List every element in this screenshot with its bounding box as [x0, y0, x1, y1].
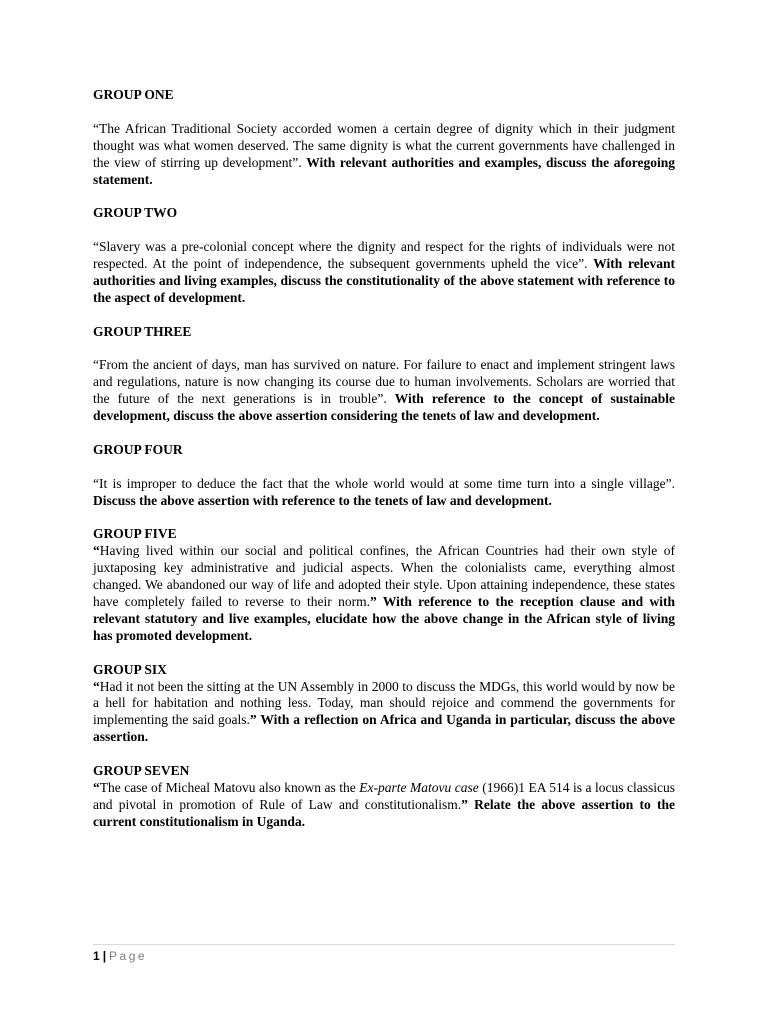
group-section — [93, 763, 675, 831]
page-number: 1 — [93, 949, 100, 963]
group-heading: GROUP THREE — [93, 323, 192, 339]
document-body — [93, 87, 675, 831]
prompt-instruction: With reference to the concept of sustainable development, discuss the above assertion considering the tenets of law and development. — [93, 391, 676, 424]
group-prompt — [93, 357, 675, 425]
footer-separator: | — [102, 949, 107, 963]
group-section — [93, 205, 675, 306]
opening-quote: “ — [93, 543, 100, 559]
prompt-text: “The African Traditional Society accorded women a certain degree of dignity which in their judgment thought was what women deserved. The same dignity is what the current governments have challenged in the view of stirring up development”. — [93, 120, 675, 170]
opening-quote: “ — [93, 780, 100, 795]
prompt-instruction: ” With a reflection on Africa and Uganda in particular, discuss the above assertion. — [93, 712, 675, 745]
prompt-text: “From the ancient of days, man has survived on nature. For failure to enact and implement stringent laws and regulations, nature is now changing its course due to human involvements. Scholars are worried that the future of the next generations is in trouble”. — [93, 357, 675, 407]
group-section — [93, 662, 675, 747]
group-section — [93, 87, 675, 188]
group-heading: GROUP TWO — [93, 205, 178, 221]
group-heading: GROUP ONE — [93, 87, 174, 102]
group-prompt — [93, 476, 675, 510]
prompt-text: Having lived within our social and political confines, the African Countries had their own style of juxtaposing key administrative and judicial aspects. When the colonialists came, everything almost changed. We abandoned our way of life and adopted their style. Upon attaining independence, these states have completely failed to reverse to their norm. — [93, 543, 675, 610]
prompt-instruction: ” Relate the above assertion to the current constitutionalism in Uganda. — [93, 796, 676, 829]
group-heading: GROUP FIVE — [93, 526, 177, 542]
group-section — [93, 526, 675, 644]
prompt-text: The case of Micheal Matovu also known as the — [99, 780, 360, 795]
prompt-text: “Slavery was a pre-colonial concept where the dignity and respect for the rights of individuals were not respected. At the point of independence, the subsequent governments upheld the vice”. — [93, 239, 675, 272]
prompt-text-continued: (1966)1 EA 514 is a locus classicus and pivotal in promotion of Rule of Law and constitutionalism. — [93, 780, 675, 812]
group-prompt — [93, 239, 675, 307]
group-heading: GROUP SEVEN — [93, 763, 190, 779]
prompt-instruction: Discuss the above assertion with reference to the tenets of law and development. — [93, 492, 552, 508]
prompt-text: “It is improper to deduce the fact that the whole world would at some time turn into a single village”. — [93, 475, 675, 491]
page-footer — [93, 944, 675, 964]
group-prompt — [93, 121, 675, 189]
opening-quote: “ — [93, 678, 100, 694]
group-prompt — [93, 679, 675, 747]
group-prompt — [93, 543, 675, 644]
prompt-instruction: With relevant authorities and living examples, discuss the constitutionality of the above statement with reference to the aspect of development. — [93, 256, 675, 305]
page-label: Page — [109, 949, 148, 963]
prompt-text: Had it not been the sitting at the UN Assembly in 2000 to discuss the MDGs, this world would by now be a hell for habitation and nothing less. Today, man should rejoice and commend the governments for implementing the said goals. — [93, 678, 675, 728]
case-name: Ex-parte Matovu case — [359, 780, 479, 795]
prompt-instruction: ” With reference to the reception clause and with relevant statutory and live examples, elucidate how the above change in the African style of living has promoted development. — [93, 594, 675, 643]
group-prompt — [93, 780, 675, 831]
group-heading: GROUP FOUR — [93, 441, 183, 457]
prompt-instruction: With relevant authorities and examples, discuss the aforegoing statement. — [93, 154, 675, 187]
group-section — [93, 324, 675, 425]
group-section — [93, 442, 675, 510]
group-heading: GROUP SIX — [93, 661, 167, 677]
